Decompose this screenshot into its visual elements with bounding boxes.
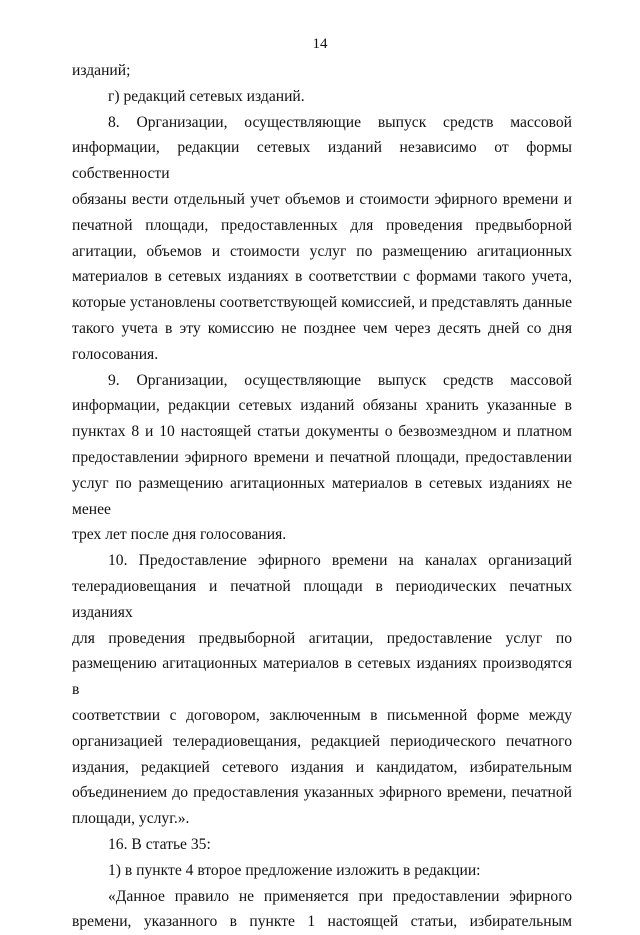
text-line: 16. В статье 35: (108, 836, 211, 853)
text-line: печатной площади, предоставленных для проведения предвыборной (72, 213, 572, 239)
paragraph-quote (72, 884, 572, 935)
text-line: 1) в пункте 4 второе предложение изложить в редакции: (108, 862, 481, 879)
text-line: предоставлении эфирного времени и печатной площади, предоставлении (72, 445, 572, 471)
text-line: телерадиовещания и печатной площади в периодических печатных изданиях (72, 574, 572, 626)
text-line: 8. Организации, осуществляющие выпуск средств массовой (72, 110, 572, 136)
text-line: агитации, объемов и стоимости услуг по размещению агитационных (72, 239, 572, 265)
text-line: изданий; (72, 62, 130, 79)
text-line: пунктах 8 и 10 настоящей статьи документы о безвозмездном и платном (72, 419, 572, 445)
text-line: издания, редакцией сетевого издания и кандидатом, избирательным (72, 755, 572, 781)
text-line: «Данное правило не применяется при предоставлении эфирного (72, 884, 572, 910)
text-line: г) редакций сетевых изданий. (108, 88, 305, 105)
text-line: обязаны вести отдельный учет объемов и стоимости эфирного времени и (72, 187, 572, 213)
text-line: для проведения предвыборной агитации, предоставление услуг по (72, 626, 572, 652)
paragraph-item-g (72, 84, 572, 110)
text-line: такого учета в эту комиссию не позднее чем через десять дней со дня (72, 316, 572, 342)
text-line: информации, редакции сетевых изданий независимо от формы собственности (72, 135, 572, 187)
text-line: 9. Организации, осуществляющие выпуск средств массовой (72, 368, 572, 394)
text-line: 10. Предоставление эфирного времени на каналах организаций (72, 548, 572, 574)
text-line: информации, редакции сетевых изданий обязаны хранить указанные в (72, 393, 572, 419)
paragraph-continuation (72, 58, 572, 84)
document-body (72, 58, 572, 935)
paragraph-item-9 (72, 368, 572, 549)
text-line: которые установлены соответствующей комиссией, и представлять данные (72, 290, 572, 316)
paragraph-article-16 (72, 832, 572, 858)
text-line: соответствии с договором, заключенным в письменной форме между (72, 703, 572, 729)
page-number: 14 (0, 36, 640, 53)
text-line: услуг по размещению агитационных материалов в сетевых изданиях не менее (72, 471, 572, 523)
paragraph-item-10 (72, 548, 572, 832)
text-line: размещению агитационных материалов в сетевых изданиях производятся в (72, 651, 572, 703)
text-line: объединением до предоставления указанных эфирного времени, печатной (72, 780, 572, 806)
text-line: площади, услуг.». (72, 806, 572, 832)
text-line: материалов в сетевых изданиях в соответствии с формами такого учета, (72, 264, 572, 290)
text-line: времени, указанного в пункте 1 настоящей статьи, избирательным (72, 909, 572, 935)
paragraph-item-8 (72, 110, 572, 368)
text-line: голосования. (72, 342, 572, 368)
text-line: трех лет после дня голосования. (72, 522, 572, 548)
text-line: организацией телерадиовещания, редакцией периодического печатного (72, 729, 572, 755)
paragraph-subitem-1 (72, 858, 572, 884)
